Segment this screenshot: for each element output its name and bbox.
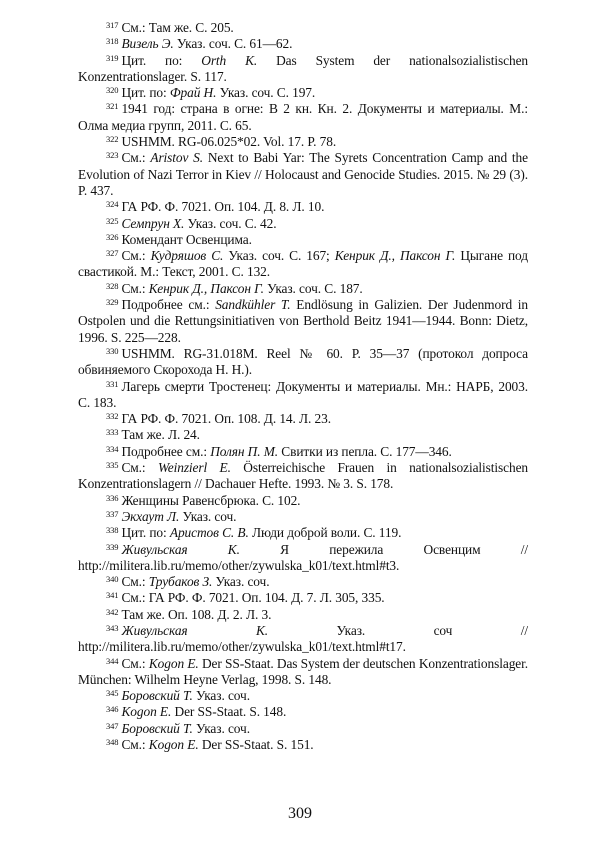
footnote-number: 347 bbox=[106, 720, 119, 731]
footnote-text: См.: bbox=[121, 280, 149, 296]
footnotes-list bbox=[78, 20, 528, 753]
footnote-author: Kogon E. bbox=[121, 704, 172, 720]
footnote-327 bbox=[78, 248, 528, 281]
footnote-text: Das System der nationalsozialistischen Konzentrationslager. S. 117. bbox=[78, 52, 529, 84]
footnote-348 bbox=[78, 737, 528, 753]
footnote-author: Визель Э. bbox=[121, 36, 174, 52]
footnote-author: Kogon E. bbox=[148, 655, 199, 671]
footnote-text: Свитки из пепла. С. 177—346. bbox=[278, 443, 452, 459]
footnote-324 bbox=[78, 199, 528, 215]
footnote-text: Подробнее см.: bbox=[121, 443, 211, 459]
footnote-number: 330 bbox=[106, 345, 119, 356]
footnote-317 bbox=[78, 20, 528, 36]
footnote-author: Боровский Т. bbox=[121, 688, 193, 704]
footnote-text: Der SS-Staat. S. 148. bbox=[171, 704, 287, 720]
footnote-number: 329 bbox=[106, 297, 119, 308]
footnote-text: Указ. соч // http://militera.lib.ru/memo/other/zywulska_k01/text.html#t17. bbox=[78, 622, 528, 655]
footnote-text: Указ. соч. bbox=[179, 508, 237, 524]
footnote-number: 318 bbox=[106, 36, 119, 47]
footnote-number: 322 bbox=[106, 134, 119, 145]
footnote-author: Кенрик Д., Паксон Г. bbox=[334, 248, 456, 264]
footnote-number: 348 bbox=[106, 737, 119, 748]
footnote-author: Экхаут Л. bbox=[121, 508, 180, 524]
footnote-text: USHMM. RG-31.018M. Reel № 60. P. 35—37 (протокол допроса обвиняемого Скорохода Н. Н.). bbox=[78, 345, 528, 378]
footnote-number: 343 bbox=[106, 622, 119, 633]
footnote-number: 336 bbox=[106, 492, 119, 503]
footnote-number: 320 bbox=[106, 85, 119, 96]
footnote-number: 341 bbox=[106, 590, 119, 601]
footnote-325 bbox=[78, 216, 528, 232]
footnote-text: Указ. соч. С. 61—62. bbox=[173, 36, 293, 52]
footnote-number: 345 bbox=[106, 688, 119, 699]
footnote-345 bbox=[78, 688, 528, 704]
footnote-number: 337 bbox=[106, 508, 119, 519]
footnote-text: См.: bbox=[121, 574, 149, 590]
footnote-author: Aristov S. bbox=[150, 150, 204, 166]
footnote-340 bbox=[78, 574, 528, 590]
footnote-334 bbox=[78, 444, 528, 460]
footnote-text: Указ. соч. С. 42. bbox=[184, 215, 277, 231]
footnote-author: Кенрик Д., Паксон Г. bbox=[148, 280, 264, 296]
footnote-text: Цыгане под свастикой. М.: Текст, 2001. С. 132. bbox=[78, 248, 528, 280]
footnote-number: 324 bbox=[106, 199, 119, 210]
footnote-number: 331 bbox=[106, 378, 119, 389]
footnote-text: Люди доброй воли. С. 119. bbox=[248, 525, 402, 541]
footnote-author: Кудряшов С. bbox=[150, 248, 224, 264]
footnote-author: Kogon E. bbox=[148, 737, 199, 753]
footnote-text: Der SS-Staat. S. 151. bbox=[198, 737, 314, 753]
footnote-text: См.: bbox=[121, 460, 158, 476]
footnote-336 bbox=[78, 493, 528, 509]
footnote-text: Der SS-Staat. Das System der deutschen Konzentrationslager. München: Wilhelm Heyne Verlag, 1998. S. 148. bbox=[78, 655, 528, 687]
footnote-author: Живульская К. bbox=[121, 622, 269, 638]
footnote-number: 328 bbox=[106, 280, 119, 291]
footnote-author: Weinzierl E. bbox=[157, 460, 231, 476]
footnote-328 bbox=[78, 281, 528, 297]
footnote-337 bbox=[78, 509, 528, 525]
footnote-text: Endlösung in Galizien. Der Judenmord in Ostpolen und die Rettungsinitiativen von Berthold Beitz 1941—1944. Bonn: Dietz, 1996. S. 225—228. bbox=[78, 297, 529, 345]
footnote-author: Sandkühler T. bbox=[215, 297, 291, 313]
footnote-text: Цит. по: bbox=[121, 525, 170, 541]
footnote-number: 344 bbox=[106, 655, 119, 666]
footnote-text: Указ. соч. С. 167; bbox=[223, 248, 335, 264]
footnote-number: 340 bbox=[106, 574, 119, 585]
footnote-number: 323 bbox=[106, 150, 119, 161]
footnote-338 bbox=[78, 525, 528, 541]
footnote-number: 325 bbox=[106, 215, 119, 226]
footnote-342 bbox=[78, 607, 528, 623]
footnote-text: Next to Babi Yar: The Syrets Concentration Camp and the Evolution of Nazi Terror in Kiev // Holocaust and Genocide Studies. 2015. № 29 (3). P. 437. bbox=[78, 150, 528, 198]
footnote-text: См.: bbox=[121, 248, 151, 264]
footnote-343 bbox=[78, 623, 528, 656]
footnote-text: Женщины Равенсбрюка. С. 102. bbox=[121, 492, 301, 508]
footnote-text: ГА РФ. Ф. 7021. Оп. 104. Д. 8. Л. 10. bbox=[121, 199, 325, 215]
footnote-text: Указ. соч. С. 187. bbox=[263, 280, 363, 296]
footnote-text: Цит. по: bbox=[121, 52, 202, 68]
footnote-number: 346 bbox=[106, 704, 119, 715]
footnote-text: ГА РФ. Ф. 7021. Оп. 108. Д. 14. Л. 23. bbox=[121, 411, 331, 427]
footnote-319 bbox=[78, 53, 528, 86]
footnote-322 bbox=[78, 134, 528, 150]
footnote-author: Полян П. М. bbox=[210, 443, 279, 459]
footnote-text: Указ. соч. bbox=[192, 720, 250, 736]
footnote-number: 335 bbox=[106, 460, 119, 471]
footnote-318 bbox=[78, 36, 528, 52]
footnote-text: См.: bbox=[121, 150, 151, 166]
footnote-330 bbox=[78, 346, 528, 379]
footnote-323 bbox=[78, 150, 528, 199]
footnote-number: 342 bbox=[106, 606, 119, 617]
footnote-333 bbox=[78, 427, 528, 443]
footnote-author: Боровский Т. bbox=[121, 720, 193, 736]
footnote-326 bbox=[78, 232, 528, 248]
footnote-author: Трубаков З. bbox=[148, 574, 213, 590]
footnote-329 bbox=[78, 297, 528, 346]
footnote-number: 332 bbox=[106, 411, 119, 422]
footnote-author: Orth K. bbox=[201, 52, 258, 68]
footnote-text: См.: Там же. С. 205. bbox=[121, 20, 234, 35]
footnote-339 bbox=[78, 542, 528, 575]
footnote-number: 321 bbox=[106, 101, 119, 112]
footnote-number: 333 bbox=[106, 427, 119, 438]
footnote-text: Подробнее см.: bbox=[121, 297, 216, 313]
footnote-number: 327 bbox=[106, 248, 119, 259]
page-number: 309 bbox=[288, 805, 312, 822]
footnote-text: Я пережила Освенцим // http://militera.lib.ru/memo/other/zywulska_k01/text.html#t3. bbox=[78, 541, 528, 573]
footnote-author: Аристов С. В. bbox=[169, 525, 249, 541]
footnote-335 bbox=[78, 460, 528, 493]
footnote-346 bbox=[78, 704, 528, 720]
footnote-author: Фрай Н. bbox=[169, 85, 217, 101]
footnote-text: Лагерь смерти Тростенец: Документы и материалы. Мн.: НАРБ, 2003. С. 183. bbox=[78, 378, 528, 410]
footnote-number: 317 bbox=[106, 20, 119, 30]
footnote-text: Комендант Освенцима. bbox=[121, 231, 252, 247]
footnote-text: См.: bbox=[121, 737, 149, 753]
footnote-text: См.: bbox=[121, 655, 149, 671]
footnote-text: 1941 год: страна в огне: В 2 кн. Кн. 2. Документы и материалы. М.: Олма медиа групп, 2011. С. 65. bbox=[78, 101, 528, 133]
footnote-text: Österreichische Frauen in nationalsozialistischen Konzentrationslagern // Dachauer Hefte. 1993. № 3. S. 178. bbox=[78, 460, 529, 492]
footnote-text: Цит. по: bbox=[121, 85, 170, 101]
footnote-text: Там же. Л. 24. bbox=[121, 427, 200, 443]
footnote-number: 334 bbox=[106, 443, 119, 454]
footnote-341 bbox=[78, 590, 528, 606]
footnote-320 bbox=[78, 85, 528, 101]
footnote-author: Живульская К. bbox=[121, 541, 240, 557]
footnote-text: Там же. Оп. 108. Д. 2. Л. 3. bbox=[121, 606, 272, 622]
footnote-331 bbox=[78, 379, 528, 412]
footnote-text: См.: ГА РФ. Ф. 7021. Оп. 104. Д. 7. Л. 305, 335. bbox=[121, 590, 385, 606]
footnote-text: USHMM. RG-06.025*02. Vol. 17. P. 78. bbox=[121, 134, 337, 150]
footnote-321 bbox=[78, 101, 528, 134]
footnote-author: Семпрун Х. bbox=[121, 215, 185, 231]
footnote-text: Указ. соч. bbox=[192, 688, 250, 704]
footnote-number: 339 bbox=[106, 541, 119, 552]
footnote-344 bbox=[78, 656, 528, 689]
footnote-number: 338 bbox=[106, 525, 119, 536]
footnote-number: 319 bbox=[106, 52, 119, 63]
footnote-332 bbox=[78, 411, 528, 427]
footnote-text: Указ. соч. С. 197. bbox=[216, 85, 316, 101]
footnote-text: Указ. соч. bbox=[212, 574, 270, 590]
footnote-number: 326 bbox=[106, 231, 119, 242]
footnote-347 bbox=[78, 721, 528, 737]
